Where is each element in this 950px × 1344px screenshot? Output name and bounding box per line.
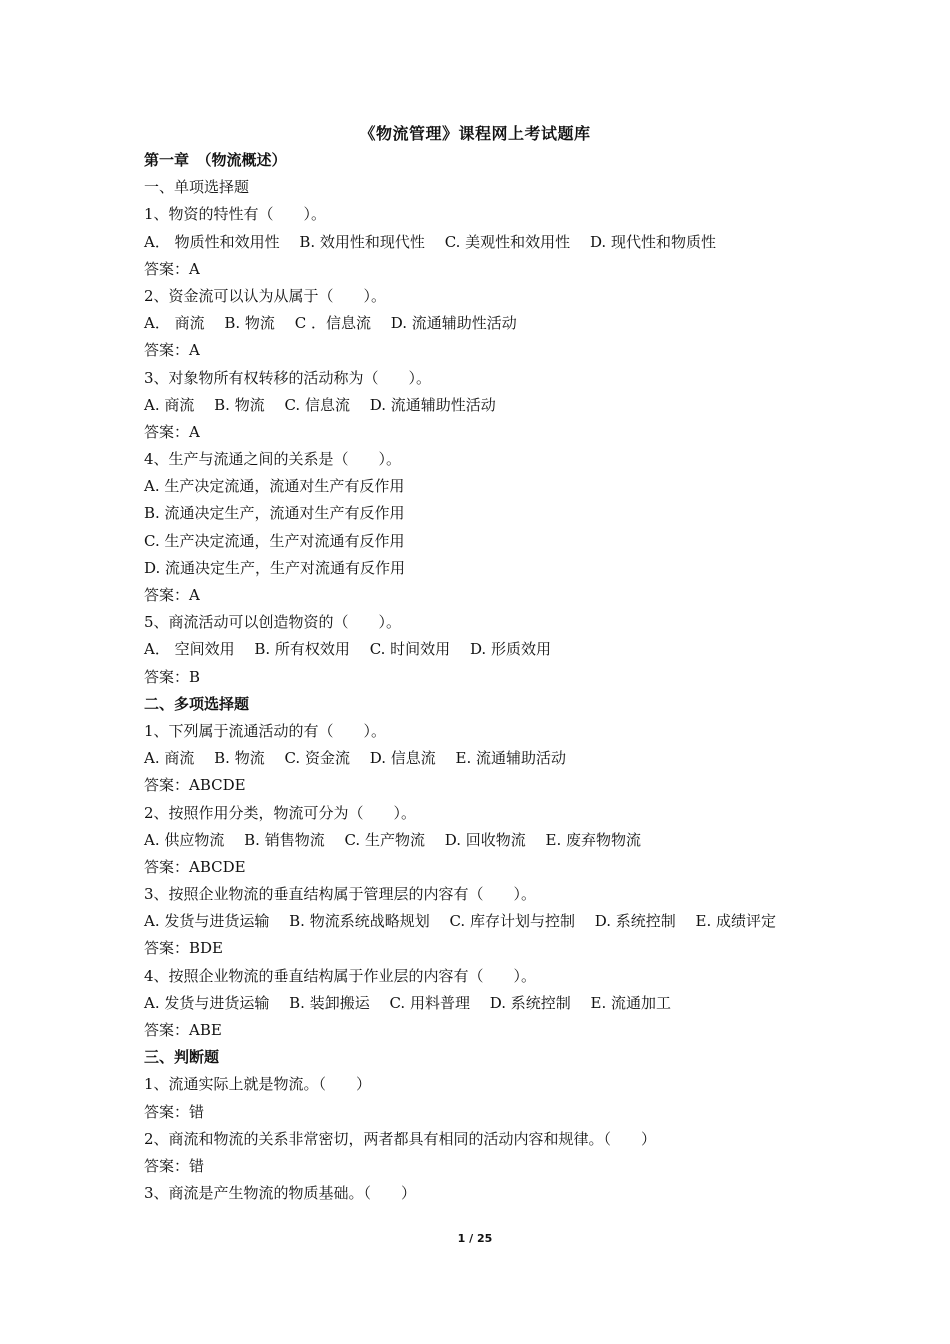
text-line: A. 发货与进货运输 B. 物流系统战略规划 C. 库存计划与控制 D. 系统控制 E. 成绩评定 [144,912,776,931]
text-line: 3、商流是产生物流的物质基础。（ ） [144,1184,417,1203]
text-line: 答案：A [144,586,200,604]
text-line: 答案：B [144,667,201,686]
text-line: 答案：ABCDE [144,776,246,795]
text-line: 1、流通实际上就是物流。（ ） [144,1075,372,1094]
text-line: 2、商流和物流的关系非常密切，两者都具有相同的活动内容和规律。（ ） [144,1129,657,1148]
section-heading: 第一章 （物流概述） [144,151,287,169]
document-title: 《物流管理》课程网上考试题库 [359,124,591,143]
text-line: A． 物质性和效用性 B. 效用性和现代性 C. 美观性和效用性 D. 现代性和物质性 [144,232,716,251]
text-line: 答案：A [144,341,200,360]
text-line: 3、按照企业物流的垂直结构属于管理层的内容有（ ）。 [144,885,537,904]
text-line: A. 供应物流 B. 销售物流 C. 生产物流 D. 回收物流 E. 废弃物物流 [144,830,641,849]
text-line: A. 商流 B. 物流 C. 资金流 D. 信息流 E. 流通辅助活动 [144,749,566,768]
text-line: B. 流通决定生产，流通对生产有反作用 [144,504,405,523]
text-line: A. 商流 B. 物流 C. 信息流 D. 流通辅助性活动 [144,395,496,414]
text-line: 1、下列属于流通活动的有（ ）。 [144,721,387,740]
text-line: 答案：A [144,422,200,441]
section-heading: 三、判断题 [144,1048,220,1067]
text-line: 答案：ABE [144,1021,222,1040]
question-list [144,147,814,1207]
text-line: 答案：错 [144,1156,205,1175]
text-line: 1、物资的特性有（ ）。 [144,205,327,224]
text-line: 一、单项选择题 [144,178,250,197]
text-line: 5、商流活动可以创造物资的（ ）。 [144,613,402,632]
section-heading: 二、多项选择题 [144,694,250,713]
text-line: A. 发货与进货运输 B. 装卸搬运 C. 用料普理 D. 系统控制 E. 流通加工 [144,993,671,1012]
text-line: 4、生产与流通之间的关系是（ ）。 [144,450,402,469]
text-line: 答案：BDE [144,939,223,958]
page-number: 1 / 25 [457,1232,493,1245]
text-line: 答案：ABCDE [144,857,246,876]
text-line: A． 商流 B. 物流 C ．信息流 D. 流通辅助性活动 [144,314,517,333]
text-line: A. 生产决定流通，流通对生产有反作用 [144,477,405,496]
text-line: 2、资金流可以认为从属于（ ）。 [144,286,387,305]
text-line: 2、按照作用分类，物流可分为（ ）。 [144,803,417,822]
text-line: A． 空间效用 B. 所有权效用 C. 时间效用 D. 形质效用 [144,640,551,659]
text-line: D. 流通决定生产，生产对流通有反作用 [144,558,406,577]
text-line: C. 生产决定流通，生产对流通有反作用 [144,531,405,550]
text-line: 4、按照企业物流的垂直结构属于作业层的内容有（ ）。 [144,966,537,985]
text-line: 答案：A [144,259,200,278]
text-line: 答案：错 [144,1102,205,1121]
text-line: 3、对象物所有权转移的活动称为（ ）。 [144,368,432,387]
